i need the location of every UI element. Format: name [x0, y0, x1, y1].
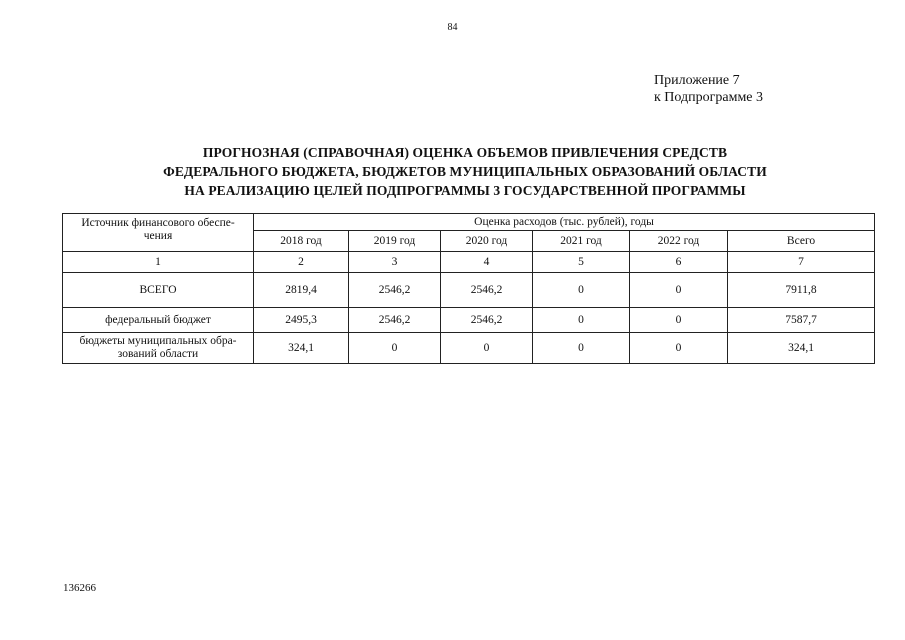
total-cell: 7587,7	[728, 308, 875, 333]
budget-table	[62, 213, 875, 364]
value-cell: 0	[533, 333, 630, 364]
value-cell: 0	[533, 273, 630, 308]
column-number: 7	[728, 252, 875, 273]
appendix-line-2: к Подпрограмме 3	[654, 90, 764, 105]
appendix-reference	[654, 72, 763, 106]
year-header: 2020 год	[441, 231, 533, 252]
source-header-line-1: Источник финансового обеспе-	[81, 217, 235, 229]
estimate-header: Оценка расходов (тыс. рублей), годы	[254, 214, 875, 231]
column-number-row	[63, 252, 875, 273]
year-header: 2018 год	[254, 231, 349, 252]
value-cell: 0	[630, 308, 728, 333]
year-header: 2021 год	[533, 231, 630, 252]
title-line-1: ПРОГНОЗНАЯ (СПРАВОЧНАЯ) ОЦЕНКА ОБЪЕМОВ ПРИВЛЕЧЕНИЯ СРЕДСТВ	[202, 145, 728, 160]
source-cell	[63, 333, 254, 364]
document-id: 136266	[63, 582, 96, 594]
page-number: 84	[447, 22, 458, 33]
total-header: Всего	[728, 231, 875, 252]
source-cell: ВСЕГО	[63, 273, 254, 308]
column-number: 2	[254, 252, 349, 273]
title-line-2: ФЕДЕРАЛЬНОГО БЮДЖЕТА, БЮДЖЕТОВ МУНИЦИПАЛЬНЫХ ОБРАЗОВАНИЙ ОБЛАСТИ	[163, 164, 767, 179]
table-header-row	[63, 214, 875, 231]
column-number: 6	[630, 252, 728, 273]
value-cell: 0	[533, 308, 630, 333]
value-cell: 0	[630, 273, 728, 308]
year-header: 2019 год	[349, 231, 441, 252]
source-header-line-2: чения	[143, 230, 173, 242]
title-line-3: НА РЕАЛИЗАЦИЮ ЦЕЛЕЙ ПОДПРОГРАММЫ 3 ГОСУДАРСТВЕННОЙ ПРОГРАММЫ	[184, 183, 746, 198]
value-cell: 2546,2	[441, 308, 533, 333]
value-cell: 0	[630, 333, 728, 364]
value-cell: 2495,3	[254, 308, 349, 333]
column-number: 3	[349, 252, 441, 273]
column-number: 1	[63, 252, 254, 273]
source-cell-line-1: бюджеты муниципальных обра-	[79, 335, 237, 347]
total-cell: 7911,8	[728, 273, 875, 308]
appendix-line-1: Приложение 7	[654, 73, 740, 88]
value-cell: 0	[349, 333, 441, 364]
year-header: 2022 год	[630, 231, 728, 252]
column-number: 4	[441, 252, 533, 273]
table-row	[63, 273, 875, 308]
source-cell: федеральный бюджет	[63, 308, 254, 333]
column-number: 5	[533, 252, 630, 273]
document-title	[100, 143, 830, 200]
value-cell: 2546,2	[349, 273, 441, 308]
total-cell: 324,1	[728, 333, 875, 364]
value-cell: 2546,2	[441, 273, 533, 308]
table-row	[63, 333, 875, 364]
value-cell: 2546,2	[349, 308, 441, 333]
table-row	[63, 308, 875, 333]
source-column-header	[63, 214, 254, 252]
source-cell-line-2: зований области	[117, 348, 199, 360]
value-cell: 2819,4	[254, 273, 349, 308]
value-cell: 324,1	[254, 333, 349, 364]
value-cell: 0	[441, 333, 533, 364]
